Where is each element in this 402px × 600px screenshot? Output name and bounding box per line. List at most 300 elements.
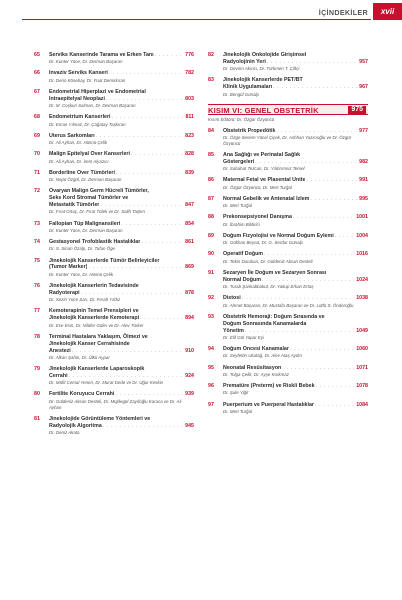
chapter-authors: Dr. Fırat Ortaç, Dr. Fırat Tülek ve Dr. Salih Taşkın [49, 209, 145, 215]
chapter-authors: Dr. Sabahat Tezcan, Dr. Yıldırımsız Temel [223, 166, 305, 172]
page-header [0, 0, 402, 22]
dot-leader [335, 233, 355, 240]
toc-entry[interactable] [208, 177, 368, 190]
chapter-authors: Dr. İbrahim Bildirici [223, 221, 260, 227]
chapter-title-row [223, 402, 368, 409]
chapter-title-line: Doğum Sonrasında Kanamalarda [223, 320, 307, 327]
toc-entry[interactable] [34, 70, 194, 83]
chapter-title-row [223, 159, 368, 166]
chapter-number: 65 [34, 52, 40, 58]
chapter-title-line: Jinekolojik Kanserlerin Tedavisinde [49, 282, 139, 289]
chapter-title [223, 251, 368, 258]
dot-leader [103, 423, 183, 430]
toc-entry[interactable] [34, 188, 194, 215]
chapter-authors: Dr. Turab Şanlıabbakut, Dr. Yakup Erkan Ertaş [223, 284, 314, 290]
chapter-number: 79 [34, 366, 40, 373]
chapter-title-line: İnvaziv Serviks Kanseri [49, 70, 108, 77]
chapter-title-line: Doğum Fizyolojisi ve Normal Doğum Eylemi [223, 232, 334, 239]
entry-body [49, 133, 194, 146]
chapter-title-row [223, 383, 368, 390]
chapter-title-line: Seks Kord Stromal Tümörler ve [49, 195, 129, 202]
chapter-title [49, 70, 194, 77]
section-title: KISIM VI: GENEL OBSTETRİK [208, 106, 319, 116]
chapter-title-line: Puerperium ve Puerperal Hastalıklar [223, 401, 314, 408]
chapter-title-line: Terminal Hastalara Yaklaşım, Ölmezi ve [49, 333, 148, 340]
entry-body [49, 170, 194, 183]
dot-leader [106, 96, 183, 103]
chapter-authors: Dr. Şule Yiğit [223, 390, 249, 396]
chapter-number: 97 [208, 401, 214, 408]
chapter-number: 82 [208, 52, 214, 58]
chapter-number: 86 [208, 177, 214, 184]
chapter-authors: Dr. Özgür Özyüncü, Dr. Mert Turğal [223, 184, 292, 190]
chapter-title [223, 314, 368, 335]
chapter-title-line: Radyoterapi [49, 289, 80, 296]
chapter-title-row [223, 251, 368, 258]
toc-entry[interactable] [34, 221, 194, 234]
page-number: 823 [185, 132, 194, 139]
chapter-number: 68 [34, 114, 40, 121]
dot-leader [121, 221, 183, 228]
chapter-title [223, 383, 368, 390]
toc-entry[interactable] [208, 295, 368, 308]
chapter-title-line: Radyolojinin Yeri [223, 58, 266, 65]
chapter-authors: Dr. Güldeniz Aksan Desteli, Dr. Müjdegül Zayıfoğlu Karaca ve Dr. Ali Ayhan [49, 398, 182, 410]
dot-leader [290, 346, 354, 353]
chapter-title [49, 151, 194, 158]
page-number: 957 [359, 58, 368, 65]
toc-entry[interactable] [34, 52, 194, 65]
entry-body [49, 391, 194, 410]
chapter-number: 78 [34, 333, 40, 340]
dot-leader [306, 177, 357, 184]
chapter-authors: Dr. Tekin Durukan, Dr. Güldeniz Aksan Desteli [223, 258, 313, 264]
page-number: 861 [185, 239, 194, 246]
chapter-title-line: Jinekolojik Kanserlerde Kemoterapi [49, 315, 140, 322]
toc-entry[interactable] [34, 170, 194, 183]
chapter-title-line: Cerrahi [49, 372, 68, 379]
chapter-title [223, 196, 368, 203]
chapter-title-row [49, 391, 194, 398]
chapter-authors: Dr. Nejat Özgül, Dr. Derman Başaran [49, 177, 122, 183]
page-number: 910 [185, 347, 194, 354]
chapter-title-line: Ana Sağlığı ve Perinatal Sağlık [223, 152, 301, 159]
toc-entry[interactable] [208, 402, 368, 415]
entry-body [223, 295, 368, 308]
dot-leader [276, 128, 357, 135]
chapter-title [49, 416, 194, 430]
toc-entry[interactable] [34, 366, 194, 386]
dot-leader [115, 391, 183, 398]
dot-leader [88, 264, 183, 271]
chapter-title [49, 334, 194, 355]
page-number: 811 [185, 114, 194, 121]
toc-entry[interactable] [34, 239, 194, 252]
toc-group-oncology [208, 52, 368, 98]
page-number: 1071 [356, 364, 368, 371]
chapter-number: 92 [208, 295, 214, 302]
toc-entry[interactable] [34, 89, 194, 109]
page-number: 1078 [356, 383, 368, 390]
chapter-title-line: Distosi [223, 295, 241, 302]
chapter-title [49, 114, 194, 121]
chapter-number: 83 [208, 77, 214, 84]
dot-leader [109, 70, 183, 77]
entry-body [49, 151, 194, 164]
chapter-authors: Dr. Ali Ayhan, Dr. Hüsnü Çelik [49, 140, 108, 146]
chapter-title-row [49, 202, 194, 209]
chapter-title-line: İntraepitelyal Neoplazi [49, 95, 105, 102]
toc-entry[interactable] [208, 383, 368, 396]
page-number: 1084 [356, 401, 368, 408]
chapter-title-row [49, 114, 194, 121]
chapter-title-row [223, 346, 368, 353]
chapter-title-row [49, 52, 194, 59]
chapter-title [223, 346, 368, 353]
chapter-title-line: Göstergeleri [223, 158, 255, 165]
page-number: 939 [185, 391, 194, 398]
chapter-title-line: Normal Doğum [223, 276, 261, 283]
chapter-authors: Dr. Ahmet Başaran, Dr. Mustafa Başaran ve Dr. Lütfü S. Önderoğlu [223, 302, 354, 308]
chapter-title-line: Yönetim [223, 327, 244, 334]
toc-entry[interactable] [34, 416, 194, 436]
chapter-title-line: Borderline Over Tümörleri [49, 169, 115, 176]
chapter-title-line: (Tumor Marker) [49, 264, 88, 271]
dot-leader [140, 315, 183, 322]
toc-entry[interactable] [208, 365, 368, 378]
entry-body [223, 233, 368, 246]
chapter-title-line: Operatif Doğum [223, 251, 264, 258]
chapter-title [49, 258, 194, 272]
chapter-title [223, 214, 368, 221]
chapter-authors: Dr. Seyfettin Uludağ, Dr. Alev Ataş Aydın [223, 353, 302, 359]
chapter-title [223, 77, 368, 91]
entry-body [223, 383, 368, 396]
entry-body [49, 416, 194, 436]
chapter-number: 96 [208, 383, 214, 390]
page-number: 776 [185, 52, 194, 58]
chapter-authors: Dr. Kunter Yüce, Dr. Hüsnü Çelik [49, 271, 114, 277]
entry-body [223, 196, 368, 209]
dot-leader [141, 239, 183, 246]
chapter-title-line: Jinekolojik Kanser Cerrahisinde [49, 340, 130, 347]
entry-body [49, 89, 194, 109]
chapter-title-row [223, 196, 368, 203]
chapter-authors: Dr. S. Sinan Özalp, Dr. Tufan Öge [49, 246, 115, 252]
chapter-title-line: Jinekolojik Kanserlerde Laparoskopik [49, 366, 145, 373]
chapter-title-line: Obstetrik Hemoraji: Doğum Sırasında ve [223, 313, 325, 320]
dot-leader [255, 159, 357, 166]
chapter-title-row [49, 423, 194, 430]
chapter-title-line: Jinekolojik Kanserlerde Tümör Belirleyiciler [49, 257, 160, 264]
chapter-title [49, 170, 194, 177]
toc-entry[interactable] [34, 258, 194, 278]
chapter-title-row [49, 290, 194, 297]
chapter-title-line: Endometrial Hiperplazi ve Endometrial [49, 88, 146, 95]
chapter-title [49, 239, 194, 246]
chapter-title [49, 89, 194, 103]
chapter-title-row [49, 133, 194, 140]
dot-leader [81, 290, 184, 297]
page-number: 924 [185, 372, 194, 379]
chapter-title-line: Prematüre (Preterm) ve Riskli Bebek [223, 383, 315, 390]
chapter-authors: Dr. Alkan Şahin, Dr. Ülkü Aypar [49, 354, 110, 360]
chapter-title-line: Doğum Öncesi Kanamalar [223, 346, 289, 353]
chapter-number: 93 [208, 313, 214, 320]
chapter-title [49, 221, 194, 228]
chapter-title [223, 295, 368, 302]
entry-body [223, 52, 368, 72]
chapter-number: 94 [208, 346, 214, 353]
page-number: 847 [185, 202, 194, 209]
chapter-authors: Dr. Mert Turğal [223, 408, 253, 414]
dot-leader [245, 328, 354, 335]
dot-leader [131, 151, 183, 158]
entry-body [49, 283, 194, 303]
chapter-title-line: Serviks Kanserinde Tarama ve Erken Tanı [49, 52, 154, 58]
page-number: 878 [185, 289, 194, 296]
chapter-title-line: Klinik Uygulamaları [223, 84, 273, 91]
chapter-number: 80 [34, 391, 40, 398]
chapter-title-line: Malign Epitelyal Over Kanserleri [49, 151, 130, 158]
toc-entry[interactable] [34, 151, 194, 164]
chapter-title-row [223, 365, 368, 372]
chapter-title-row [49, 70, 194, 77]
toc-entry[interactable] [208, 270, 368, 290]
entry-body [49, 366, 194, 386]
chapter-number: 71 [34, 169, 40, 176]
chapter-title-line: Maternal Fetal ve Plasental Ünite [223, 177, 306, 184]
header-title: İÇİNDEKİLER [318, 8, 368, 17]
toc-entry[interactable] [34, 334, 194, 361]
chapter-title-row [49, 348, 194, 355]
toc-entry[interactable] [208, 77, 368, 97]
chapter-authors: Dr. Gökhan Beyrut, Dr. G. Serdar Günalp [223, 240, 303, 246]
chapter-title-line: Jinekolojide Görüntüleme Yöntemleri ve [49, 415, 151, 422]
chapter-authors: Dr. Elif Gül Yapar Eyi [223, 334, 264, 340]
chapter-authors: Dr. Özge Senem Yücel Çiçek, Dr. Ashhan Yazıcıoğlu ve Dr. Özgür Özyüncü [223, 134, 352, 146]
section-page: 975 [348, 106, 366, 114]
page-number: 1016 [356, 251, 368, 258]
chapter-title-line: Kemoterapinin Temel Prensipleri ve [49, 308, 139, 315]
chapter-number: 69 [34, 132, 40, 139]
entry-body [49, 258, 194, 278]
section-banner [208, 104, 368, 115]
header-rule [22, 19, 371, 20]
entry-body [49, 70, 194, 83]
toc-column-left [34, 52, 194, 441]
dot-leader [273, 84, 357, 91]
chapter-title-row [223, 59, 368, 66]
chapter-authors: Dr. Sezin Yüce Sarı, Dr. Ferah Yıldız [49, 297, 121, 303]
toc-entry[interactable] [34, 283, 194, 303]
chapter-title-row [223, 128, 368, 135]
section-editor: Kısım Editörü: Dr. Özgür Özyüncü [208, 116, 275, 122]
chapter-title-row [49, 221, 194, 228]
chapter-title [49, 283, 194, 297]
chapter-title-line: Metastatik Tümörler [49, 202, 100, 209]
entry-body [223, 152, 368, 172]
page-number: 839 [185, 169, 194, 176]
chapter-number: 90 [208, 251, 214, 258]
dot-leader [100, 202, 183, 209]
toc-group-obstetrics [208, 128, 368, 415]
chapter-authors: Dr. Deniz Akata [49, 430, 80, 436]
toc-entry[interactable] [208, 152, 368, 172]
page-number: 894 [185, 315, 194, 322]
toc-entry[interactable] [34, 308, 194, 328]
chapter-title-row [223, 277, 368, 284]
entry-body [223, 128, 368, 147]
toc-entry[interactable] [208, 52, 368, 72]
chapter-number: 85 [208, 152, 214, 159]
page-number: 1024 [356, 276, 368, 283]
chapter-authors: Dr. Bengül Günalp [223, 91, 259, 97]
chapter-title-row [223, 328, 368, 335]
page-number: 854 [185, 220, 194, 227]
entry-body [49, 239, 194, 252]
chapter-number: 77 [34, 308, 40, 315]
chapter-title-line: Obstetrik Propedötik [223, 127, 276, 134]
chapter-authors: Dr. Ece Esin, Dr. Nilüfer Güler ve Dr. Alev Türker [49, 322, 144, 328]
chapter-number: 84 [208, 127, 214, 134]
chapter-title [49, 391, 194, 398]
entry-body [223, 251, 368, 264]
chapter-authors: Dr. Ercan Yılmaz, Dr. Çağatay Taşkıran [49, 121, 126, 127]
entry-body [223, 314, 368, 341]
chapter-title-row [223, 233, 368, 240]
dot-leader [264, 251, 354, 258]
entry-body [223, 214, 368, 227]
dot-leader [72, 348, 183, 355]
page-number: 982 [359, 158, 368, 165]
toc-entry[interactable] [34, 391, 194, 410]
section-heading [208, 104, 368, 115]
chapter-number: 70 [34, 151, 40, 158]
chapter-authors: Dr. Kunter Yüce, Dr. Derman Başaran [49, 227, 123, 233]
dot-leader [267, 59, 357, 66]
chapter-title [223, 365, 368, 372]
chapter-title [49, 366, 194, 380]
chapter-title [49, 308, 194, 322]
chapter-authors: Dr. M. Coşkun Salman, Dr. Derman Başaran [49, 103, 136, 109]
chapter-title-row [49, 239, 194, 246]
chapter-number: 88 [208, 214, 214, 221]
entry-body [223, 270, 368, 290]
toc-entry[interactable] [208, 314, 368, 341]
dot-leader [242, 295, 355, 302]
toc-entry[interactable] [34, 133, 194, 146]
chapter-title-row [49, 264, 194, 271]
toc-entry[interactable] [34, 114, 194, 127]
chapter-title-line: Fallopian Tüp Malignansileri [49, 220, 121, 227]
entry-body [223, 177, 368, 190]
chapter-title-line: Jinekolojik Onkolojide Girişimsel [223, 52, 307, 58]
chapter-title [223, 52, 368, 66]
entry-body [49, 308, 194, 328]
chapter-title [49, 188, 194, 209]
chapter-title-line: Gestasyonel Trofoblastik Hastalıklar [49, 239, 141, 246]
page-number: 995 [359, 195, 368, 202]
entry-body [49, 52, 194, 65]
chapter-authors: Dr. Devrim Akıncı, Dr. Türkmen T. Çiftçi [223, 66, 300, 72]
chapter-title-line: Sezaryen İle Doğum ve Sezaryen Sonrası [223, 269, 327, 276]
dot-leader [96, 133, 184, 140]
chapter-title-row [223, 295, 368, 302]
chapter-title-line: Jinekolojik Kanserlerde PET/BT [223, 77, 303, 84]
toc-entry[interactable] [208, 128, 368, 147]
chapter-number: 67 [34, 88, 40, 95]
toc-entry[interactable] [208, 346, 368, 359]
chapter-number: 75 [34, 257, 40, 264]
chapter-title-row [49, 315, 194, 322]
toc-entry[interactable] [208, 196, 368, 209]
chapter-title [223, 402, 368, 409]
dot-leader [282, 365, 354, 372]
page-number: 828 [185, 151, 194, 158]
chapter-title-line: Normal Gebelik ve Antenatal İzlem [223, 195, 310, 202]
chapter-title-row [223, 214, 368, 221]
dot-leader [112, 114, 184, 121]
chapter-title [223, 152, 368, 166]
chapter-authors: Dr. Mert Turğal [223, 203, 253, 209]
chapter-title-row [49, 373, 194, 380]
entry-body [49, 114, 194, 127]
chapter-title [223, 177, 368, 184]
toc-entry[interactable] [208, 251, 368, 264]
dot-leader [116, 170, 183, 177]
entry-body [49, 221, 194, 234]
chapter-title-line: Uterus Sarkomları [49, 132, 95, 139]
entry-body [49, 334, 194, 361]
entry-body [49, 188, 194, 215]
chapter-title [223, 128, 368, 135]
chapter-title [49, 133, 194, 140]
toc-entry[interactable] [208, 233, 368, 246]
page-number: 1001 [356, 214, 368, 221]
toc-entry[interactable] [208, 214, 368, 227]
chapter-title-line: Anestezi [49, 347, 71, 354]
chapter-title [223, 270, 368, 284]
chapter-title-row [49, 96, 194, 103]
chapter-title-row [223, 84, 368, 91]
chapter-number: 72 [34, 188, 40, 195]
chapter-number: 95 [208, 364, 214, 371]
chapter-authors: Dr. Ali Ayhan, Dr. İrem Alyazıcı [49, 158, 109, 164]
page-number: 782 [185, 70, 194, 77]
chapter-title-line: Fertilite Koruyucu Cerrahi [49, 391, 115, 398]
chapter-number: 89 [208, 232, 214, 239]
page-number: 1060 [356, 346, 368, 353]
chapter-number: 73 [34, 220, 40, 227]
dot-leader [293, 214, 354, 221]
page-number: 977 [359, 127, 368, 134]
page-number: 991 [359, 177, 368, 184]
page-number: 1049 [356, 327, 368, 334]
dot-leader [310, 196, 357, 203]
page-number: 1038 [356, 295, 368, 302]
chapter-title [49, 52, 194, 59]
chapter-title [223, 233, 368, 240]
chapter-authors: Dr. Müfit Cemal Yenen, Dr. Murat Dede ve Dr. Uğur Keskin [49, 380, 164, 386]
chapter-title-line: Ovaryan Malign Germ Hücreli Tümörler, [49, 188, 149, 195]
page-number: 869 [185, 264, 194, 271]
entry-body [223, 402, 368, 415]
dot-leader [316, 383, 355, 390]
chapter-title-line: Endometrium Kanserleri [49, 114, 111, 121]
entry-body [223, 77, 368, 97]
chapter-title-row [49, 151, 194, 158]
